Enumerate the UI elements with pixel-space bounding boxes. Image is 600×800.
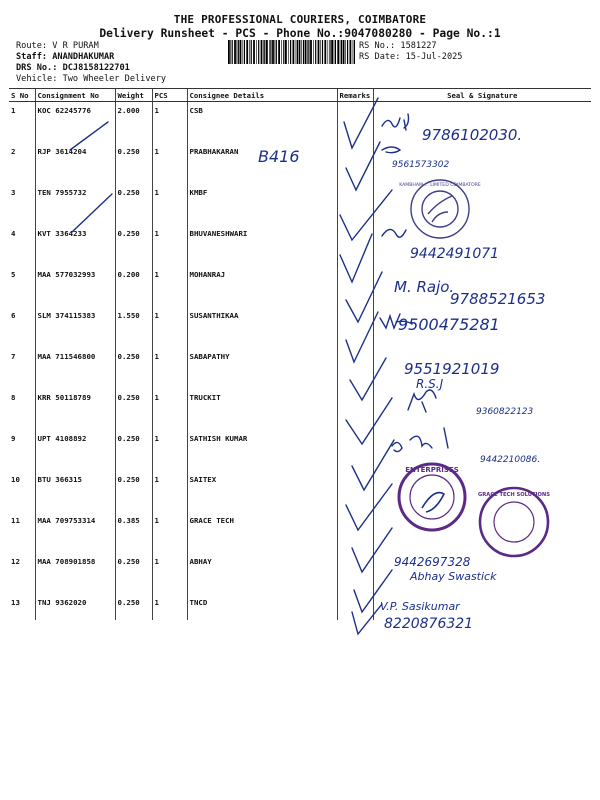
cell-consignment: MAA 711546800 (35, 348, 115, 389)
cell-pcs: 1 (152, 553, 187, 594)
handwritten-phone-row1: 9786102030. (422, 126, 523, 144)
cell-remarks (337, 307, 373, 348)
table-row (9, 348, 591, 389)
handwritten-phone-row9: 9442210086. (480, 455, 541, 465)
barcode-image (228, 40, 355, 64)
barcode-bar (305, 40, 307, 64)
cell-weight: 0.250 (115, 471, 152, 512)
cell-consignment: KOC 62245776 (35, 102, 115, 144)
cell-consignment: MAA 577032993 (35, 266, 115, 307)
cell-sno: 3 (11, 188, 16, 197)
col-header-consignment: Consignment No (35, 89, 115, 102)
staff-label: Staff: ANANDHAKUMAR (16, 52, 115, 62)
cell-consignment: TNJ 9362020 (35, 594, 115, 620)
barcode-bar (244, 40, 245, 64)
barcode-bar (315, 40, 316, 64)
cell-consignee: BHUVANESHWARI (187, 225, 337, 266)
handwritten-phone-row7: 9551921019 (404, 360, 500, 378)
cell-remarks (337, 225, 373, 266)
col-header-weight: Weight (115, 89, 152, 102)
cell-consignee: GRACE TECH (187, 512, 337, 553)
table-row (9, 143, 591, 184)
col-header-consignee: Consignee Details (187, 89, 337, 102)
barcode-bar (240, 40, 242, 64)
cell-remarks (337, 143, 373, 184)
barcode-bar (341, 40, 342, 64)
barcode-bar (234, 40, 236, 64)
cell-weight: 0.200 (115, 266, 152, 307)
barcode-bar (228, 40, 230, 64)
rs-date-label: RS Date: 15-Jul-2025 (359, 52, 463, 62)
barcode-bar (296, 40, 297, 64)
cell-sno: 10 (11, 475, 20, 484)
cell-signature (373, 266, 591, 307)
cell-signature (373, 143, 591, 184)
cell-sno: 13 (11, 598, 20, 607)
col-header-remarks: Remarks (337, 89, 373, 102)
cell-remarks (337, 389, 373, 430)
barcode-bar (266, 40, 268, 64)
barcode-bar (329, 40, 330, 64)
handwritten-name-row12: Abhay Swastick (410, 570, 497, 583)
cell-pcs: 1 (152, 430, 187, 471)
cell-remarks (337, 471, 373, 512)
cell-weight: 2.000 (115, 102, 152, 144)
cell-signature (373, 307, 591, 348)
cell-consignee: SATHISH KUMAR (187, 430, 337, 471)
cell-remarks (337, 553, 373, 594)
cell-consignee: MOHANRAJ (187, 266, 337, 307)
cell-sno: 1 (11, 106, 16, 115)
barcode-bar (288, 40, 289, 64)
cell-remarks (337, 184, 373, 225)
cell-consignee: PRABHAKARAN (187, 143, 337, 184)
table-row (9, 389, 591, 430)
table-row (9, 184, 591, 225)
cell-consignee: KMBF (187, 184, 337, 225)
handwritten-phone-row5: 9788521653 (450, 290, 546, 308)
barcode-bar (308, 40, 309, 64)
table-row (9, 102, 591, 144)
cell-consignment: TEN 7955732 (35, 184, 115, 225)
barcode-bar (324, 40, 326, 64)
handwritten-phone-row2: 9561573302 (392, 160, 450, 170)
cell-pcs: 1 (152, 102, 187, 144)
barcode-bar (281, 40, 282, 64)
company-title: THE PROFESSIONAL COURIERS, COIMBATORE (173, 13, 427, 26)
handwritten-name-row13: V.P. Sasikumar (380, 600, 460, 613)
barcode-bar (242, 40, 243, 64)
cell-consignment: SLM 374115383 (35, 307, 115, 348)
barcode-bar (350, 40, 352, 64)
cell-consignee: CSB (187, 102, 337, 144)
barcode-bar (293, 40, 295, 64)
cell-sno: 6 (11, 311, 16, 320)
cell-pcs: 1 (152, 348, 187, 389)
cell-sno: 4 (11, 229, 16, 238)
barcode-bar (246, 40, 248, 64)
cell-signature (373, 594, 591, 620)
cell-pcs: 1 (152, 184, 187, 225)
cell-sno: 8 (11, 393, 16, 402)
cell-signature (373, 512, 591, 553)
cell-consignment: BTU 366315 (35, 471, 115, 512)
cell-sno: 7 (11, 352, 16, 361)
barcode-bar (334, 40, 335, 64)
vehicle-label: Vehicle: Two Wheeler Delivery (16, 74, 167, 84)
barcode-bar (256, 40, 257, 64)
cell-weight: 0.250 (115, 553, 152, 594)
cell-sno: 11 (11, 516, 20, 525)
table-header-row (9, 89, 591, 102)
cell-consignment: MAA 709753314 (35, 512, 115, 553)
table-row (9, 266, 591, 307)
cell-weight: 0.250 (115, 143, 152, 184)
cell-consignment: MAA 708901858 (35, 553, 115, 594)
barcode-bar (318, 40, 320, 64)
stamp-text-row10: ENTERPRISES (405, 466, 459, 474)
table-row (9, 307, 591, 348)
barcode-bar (345, 40, 346, 64)
barcode-bar (283, 40, 284, 64)
col-header-sno: S No (9, 89, 35, 102)
barcode-bar (253, 40, 255, 64)
handwritten-phone-row8: 9360822123 (476, 407, 534, 417)
cell-pcs: 1 (152, 594, 187, 620)
barcode-bar (322, 40, 323, 64)
barcode-bar (299, 40, 301, 64)
cell-sno: 12 (11, 557, 20, 566)
cell-sno: 2 (11, 147, 16, 156)
cell-sno: 9 (11, 434, 16, 443)
handwritten-phone-row6: 9500475281 (398, 315, 500, 334)
cell-remarks (337, 512, 373, 553)
barcode-bar (353, 40, 354, 64)
handwritten-phone-row13: 8220876321 (384, 616, 474, 632)
handwritten-initials-row7: R.S.J (416, 377, 444, 391)
barcode-bar (328, 40, 329, 64)
cell-consignee: SUSANTHIKAA (187, 307, 337, 348)
cell-consignee: ABHAY (187, 553, 337, 594)
barcode-bar (340, 40, 341, 64)
barcode-bar (263, 40, 264, 64)
barcode-bar (258, 40, 259, 64)
col-header-signature: Seal & Signature (373, 89, 591, 102)
cell-consignee: SABAPATHY (187, 348, 337, 389)
barcode-bar (335, 40, 336, 64)
table-row (9, 553, 591, 594)
cell-weight: 0.250 (115, 225, 152, 266)
route-label: Route: V R PURAM (16, 41, 99, 51)
cell-sno: 5 (11, 270, 16, 279)
barcode-bar (301, 40, 302, 64)
cell-remarks (337, 430, 373, 471)
stamp-text-row3: KAMBHAM ... LIMITED COIMBATORE (399, 183, 481, 188)
handwritten-phone-row12: 9442697328 (394, 555, 471, 569)
cell-signature (373, 389, 591, 430)
rs-no-label: RS No.: 1581227 (359, 41, 437, 51)
barcode-bar (303, 40, 304, 64)
barcode-bar (297, 40, 298, 64)
cell-remarks (337, 266, 373, 307)
barcode-bar (307, 40, 308, 64)
cell-signature (373, 553, 591, 594)
table-row (9, 430, 591, 471)
cell-weight: 0.250 (115, 594, 152, 620)
barcode-bar (331, 40, 333, 64)
cell-weight: 0.250 (115, 184, 152, 225)
cell-weight: 1.550 (115, 307, 152, 348)
barcode-bar (285, 40, 287, 64)
runsheet-subtitle: Delivery Runsheet - PCS - Phone No.:9047080280 - Page No.:1 (99, 27, 501, 40)
barcode-bar (269, 40, 270, 64)
cell-consignment: KRR 50118789 (35, 389, 115, 430)
drs-label: DRS No.: DCJ8158122701 (16, 63, 130, 73)
cell-signature (373, 348, 591, 389)
cell-pcs: 1 (152, 266, 187, 307)
cell-pcs: 1 (152, 225, 187, 266)
handwritten-name-row5: M. Rajo. (394, 278, 455, 296)
barcode-bar (270, 40, 271, 64)
barcode-bar (264, 40, 265, 64)
barcode-bar (290, 40, 291, 64)
cell-pcs: 1 (152, 512, 187, 553)
cell-signature (373, 102, 591, 144)
cell-consignee: SAITEX (187, 471, 337, 512)
table-row (9, 594, 591, 620)
cell-remarks (337, 102, 373, 144)
barcode-bar (232, 40, 233, 64)
cell-signature (373, 184, 591, 225)
barcode-bar (276, 40, 277, 64)
cell-consignment: KVT 3364233 (35, 225, 115, 266)
cell-weight: 0.250 (115, 389, 152, 430)
cell-remarks (337, 594, 373, 620)
cell-pcs: 1 (152, 471, 187, 512)
cell-pcs: 1 (152, 389, 187, 430)
barcode-bar (347, 40, 348, 64)
cell-weight: 0.250 (115, 430, 152, 471)
handwritten-phone-row4: 9442491071 (410, 246, 500, 262)
barcode-bar (278, 40, 280, 64)
cell-weight: 0.250 (115, 348, 152, 389)
barcode-bar (313, 40, 314, 64)
barcode-bar (310, 40, 312, 64)
cell-consignment: RJP 3614204 (35, 143, 115, 184)
cell-pcs: 1 (152, 143, 187, 184)
table-row (9, 512, 591, 553)
cell-consignment: UPT 4108892 (35, 430, 115, 471)
barcode-bar (237, 40, 238, 64)
cell-consignee: TRUCKIT (187, 389, 337, 430)
cell-consignee: TNCD (187, 594, 337, 620)
barcode-bar (238, 40, 239, 64)
handwritten-note-row2: B416 (258, 147, 300, 166)
cell-signature (373, 471, 591, 512)
barcode-bar (261, 40, 263, 64)
barcode-bar (251, 40, 252, 64)
cell-remarks (337, 348, 373, 389)
barcode-bar (275, 40, 276, 64)
barcode-bar (337, 40, 339, 64)
cell-weight: 0.385 (115, 512, 152, 553)
table-row (9, 471, 591, 512)
barcode-bar (249, 40, 250, 64)
cell-signature (373, 225, 591, 266)
barcode-bar (354, 40, 355, 64)
cell-signature (373, 430, 591, 471)
col-header-pcs: PCS (152, 89, 187, 102)
barcode-bar (230, 40, 231, 64)
cell-pcs: 1 (152, 307, 187, 348)
barcode-bar (272, 40, 274, 64)
stamp-text-row11: GRACE TECH SOLUTIONS (478, 492, 550, 498)
barcode-bar (320, 40, 321, 64)
barcode-bar (343, 40, 345, 64)
runsheet-table (9, 88, 591, 620)
table-row (9, 225, 591, 266)
